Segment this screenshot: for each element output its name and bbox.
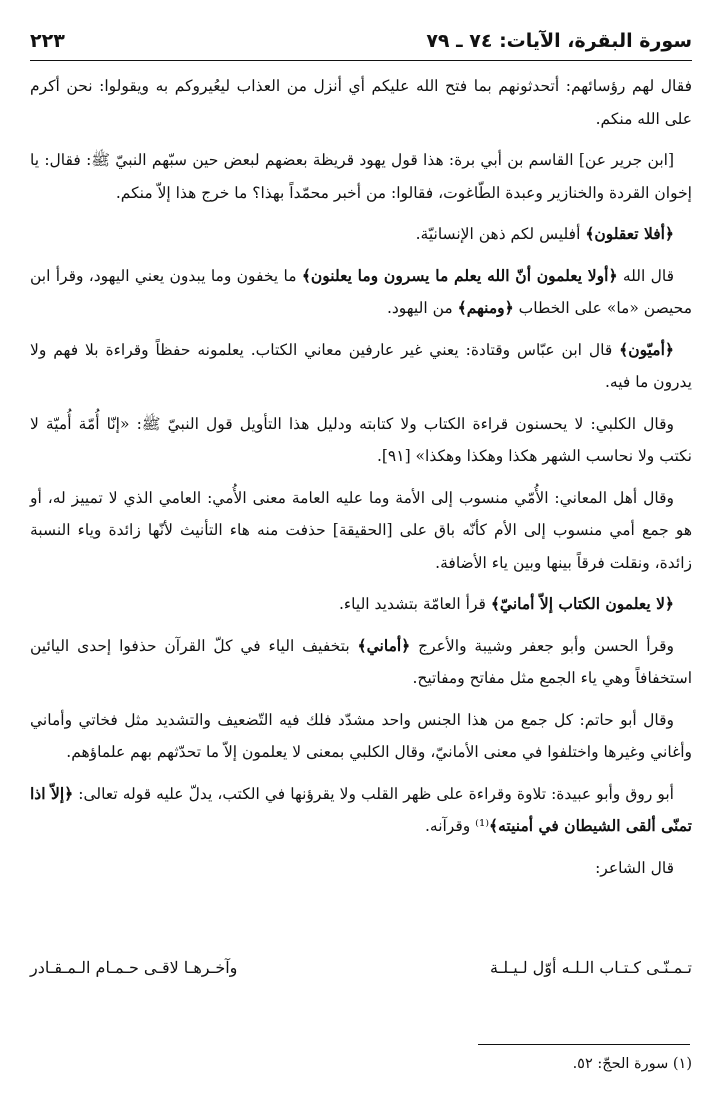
paragraph [30, 218, 692, 251]
paragraph [30, 630, 692, 695]
footnote: (١) سورة الحجّ: ٥٢. [572, 1056, 692, 1072]
paragraph-text: قال ابن عبّاس وقتادة: يعني غير عارفين معاني الكتاب. يعلمونه حفظاً وقراءة بلا فهم ولا يدرون ما فيه. [30, 340, 692, 391]
verse-first-hemistich: تـمـنّـى كـتـاب الـلـه أوّل لـيـلـة [489, 958, 692, 977]
quran-quote: ﴿أفلا تعقلون﴾ [585, 224, 674, 243]
paragraph-text: أفليس لكم ذهن الإنسانيّة. [415, 225, 586, 243]
paragraph [30, 144, 692, 209]
chapter-title: سورة البقرة، الآيات: ٧٤ ـ ٧٩ [426, 30, 692, 52]
quran-quote: ﴿إلاّ اذا تمنّى ألقى الشيطان في أمنيته﴾ [30, 783, 692, 835]
paragraph-text: قال الشاعر: [595, 858, 674, 877]
paragraph [30, 260, 692, 325]
paragraph-text: ما يخفون وما يبدون يعني اليهود، وقرأ ابن محيصن «ما» على الخطاب [30, 266, 692, 317]
paragraph [30, 408, 692, 473]
paragraph-text: قرأ العامّة بتشديد الياء. [338, 595, 491, 613]
paragraph-text: أبو روق وأبو عبيدة: تلاوة وقراءة على ظهر القلب ولا يقرؤنها في الكتب، يدلّ عليه قوله تعالى: [73, 784, 674, 803]
paragraph-text: ⁽¹⁾ وقرآنه. [424, 817, 490, 835]
header-divider [30, 60, 692, 61]
paragraph-text: وقال الكلبي: لا يحسنون قراءة الكتاب ولا كتابته ودليل هذا التأويل قول النبيّ ﷺ: «إنّا أُمّة أُميّة لا نكتب ولا نحاسب الشهر هكذا وهكذا وهكذا» [٩١]. [30, 414, 692, 465]
paragraph-text: وقال أبو حاتم: كل جمع من هذا الجنس واحد مشدّد فلك فيه التّضعيف والتشديد مثل فخاتي وأماني وأغاني وغيرها واختلفوا في معنى الأمانيّ، وقال الكلبي بمعنى لا يعلمون إلاّ ما تحدّثهم بهم علماؤهم. [30, 710, 692, 761]
paragraph-text: وقرأ الحسن وأبو جعفر وشيبة والأعرج [410, 636, 674, 655]
paragraph [30, 852, 692, 885]
paragraph [30, 588, 692, 621]
page-number: ٢٢٣ [30, 30, 65, 52]
paragraph-text: قال الله [617, 266, 674, 285]
quran-quote: ﴿أماني﴾ [357, 635, 411, 655]
paragraph-text: من اليهود. [386, 299, 458, 317]
paragraph-text: بتخفيف الياء في كلّ القرآن حذفوا إحدى اليائين استخفافاً وهي ياء الجمع مثل مفاتح ومفاتيح. [30, 636, 692, 687]
paragraph [30, 334, 692, 399]
paragraph [30, 704, 692, 769]
quran-quote: ﴿ومنهم﴾ [457, 298, 514, 317]
quran-quote: ﴿لا يعلمون الكتاب إلاّ أمانيّ﴾ [490, 594, 674, 613]
main-text [30, 70, 692, 893]
quran-quote: ﴿أميّون﴾ [619, 339, 674, 359]
paragraph [30, 482, 692, 580]
page-header [30, 28, 692, 54]
footnote-divider [478, 1044, 690, 1045]
quran-quote: ﴿أولا يعلمون أنّ الله يعلم ما يسرون وما يعلنون﴾ [301, 265, 618, 285]
poetry-verse [30, 958, 692, 977]
verse-second-hemistich: وآخـرهـا لاقـى حـمـام الـمـقـادر [30, 958, 238, 977]
paragraph-text: [ابن جرير عن] القاسم بن أبي برة: هذا قول يهود قريظة بعضهم لبعض حين سبّهم النبيّ ﷺ: فقال: يا إخوان القردة والخنازير وعبدة الطّاغوت، فقالوا: من أخبر محمّداً بهذا؟ ما خرج هذا إلاّ منكم. [30, 151, 692, 202]
paragraph [30, 70, 692, 135]
paragraph [30, 778, 692, 843]
paragraph-text: وقال أهل المعاني: الأُمّي منسوب إلى الأمة وما عليه العامة معنى الأُمي: العامي الذي لا تمييز له، أو هو جمع أمي منسوب إلى الأم كأنّه باق على [الحقيقة] حذفت منه هاء التأنيث لأنّها زائدة وياء النسبة زائدة، ونقلت فرقاً بينها وبين ياء الأضافة. [30, 488, 692, 572]
paragraph-text: فقال لهم رؤسائهم: أتحدثونهم بما فتح الله عليكم أي أنزل من العذاب ليعُيروكم به ويقولوا: نحن أكرم على الله منكم. [30, 77, 692, 128]
